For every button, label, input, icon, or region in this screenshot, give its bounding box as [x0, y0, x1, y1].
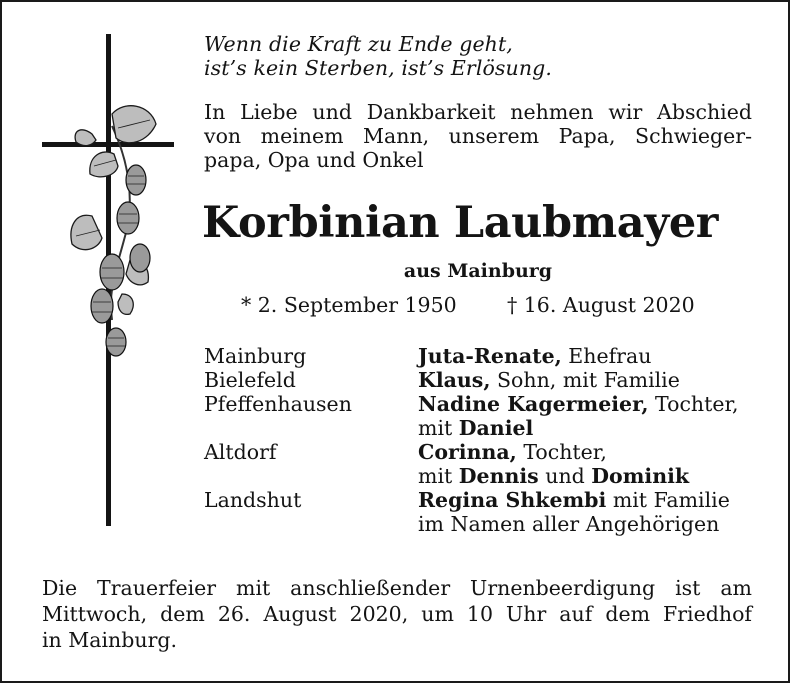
- mourners-list: [204, 344, 764, 536]
- mourner-conjunction: und: [538, 464, 592, 488]
- mourner-entry: [418, 464, 764, 488]
- mourner-place: Pfeffenhausen: [204, 392, 352, 416]
- mourner-row: [204, 416, 764, 440]
- motto: [204, 32, 552, 80]
- mourner-place: [204, 464, 418, 488]
- mourner-place: [204, 512, 418, 536]
- mourner-row: [204, 368, 764, 392]
- mourner-place: [204, 416, 418, 440]
- mourner-place: Bielefeld: [204, 368, 296, 392]
- mourner-prefix: mit: [418, 416, 459, 440]
- mourner-place: Mainburg: [204, 344, 307, 368]
- mourner-name: Dennis: [458, 464, 539, 488]
- mourner-name: Corinna,: [418, 440, 517, 464]
- mourner-entry: [418, 512, 764, 536]
- mourner-name: Regina Shkembi: [418, 488, 607, 512]
- mourner-relation: Sohn, mit Familie: [490, 368, 680, 392]
- intro-text: [204, 100, 752, 172]
- mourner-place: Altdorf: [204, 440, 277, 464]
- mourner-name: Daniel: [458, 416, 534, 440]
- mourner-row: [204, 440, 764, 464]
- mourner-entry: [418, 440, 764, 464]
- mourner-row: [204, 512, 764, 536]
- deceased-origin: aus Mainburg: [403, 260, 553, 282]
- mourner-prefix: mit: [418, 464, 459, 488]
- mourner-name: Juta-Renate,: [418, 344, 562, 368]
- motto-line: Wenn die Kraft zu Ende geht,: [204, 32, 513, 56]
- mourner-place: Landshut: [204, 488, 302, 512]
- mourner-relation: Ehefrau: [561, 344, 652, 368]
- intro-line: In Liebe und Dankbarkeit nehmen wir Abschied: [204, 100, 752, 124]
- birth-date: * 2. September 1950: [241, 293, 457, 317]
- mourner-name: Klaus,: [418, 368, 491, 392]
- mourner-row: [204, 464, 764, 488]
- mourner-row: [204, 488, 764, 512]
- death-date: † 16. August 2020: [507, 293, 695, 317]
- mourner-entry: [418, 416, 764, 440]
- mourner-closing: im Namen aller Angehörigen: [418, 512, 720, 536]
- intro-line: von meinem Mann, unserem Papa, Schwieger-: [204, 124, 752, 148]
- mourner-name: Nadine Kagermeier,: [418, 392, 649, 416]
- cross-with-hop-vine-icon: [32, 30, 182, 530]
- funeral-line: Die Trauerfeier mit anschließender Urnenbeerdigung ist am: [42, 576, 752, 600]
- funeral-info: [42, 575, 752, 653]
- mourner-entry: [418, 392, 764, 416]
- mourner-relation: Tochter,: [516, 440, 607, 464]
- deceased-name: Korbinian Laubmayer: [202, 198, 719, 248]
- mourner-relation: mit Familie: [606, 488, 730, 512]
- funeral-line: Mittwoch, dem 26. August 2020, um 10 Uhr auf dem Friedhof: [42, 602, 752, 626]
- funeral-line: in Mainburg.: [42, 628, 178, 652]
- motto-line: ist’s kein Sterben, ist’s Erlösung.: [204, 56, 552, 80]
- intro-line: papa, Opa und Onkel: [204, 148, 424, 172]
- mourner-entry: [418, 488, 764, 512]
- mourner-entry: [418, 368, 764, 392]
- mourner-entry: [418, 344, 764, 368]
- mourner-relation: Tochter,: [648, 392, 739, 416]
- mourner-row: [204, 392, 764, 416]
- mourner-name: Dominik: [591, 464, 690, 488]
- mourner-row: [204, 344, 764, 368]
